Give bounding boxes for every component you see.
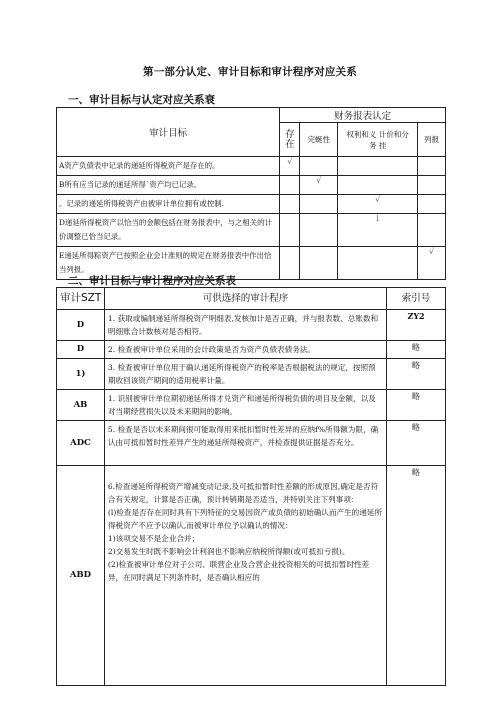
check-cell: [418, 214, 446, 247]
procedure-cell: [104, 466, 386, 686]
assertion-rights-valuation-header: 权利和义 计价和分 务 挂: [338, 123, 418, 157]
check-cell: √: [280, 157, 300, 176]
procedure-row: [57, 421, 446, 466]
col-ref-header: 索引号: [387, 288, 446, 310]
procedure-text: 1. 获取或编制递延所得税资产明细表,发核加计是否正确，并与报表数、总账数和明细账合计数核对是否相符。: [104, 310, 386, 341]
check-cell: [338, 157, 418, 176]
objective-text: D递延所得税资产以恰当的金额包括在财务报表中，与之相关的计价调整已恰当记录。: [57, 214, 280, 247]
check-cell: √: [338, 195, 418, 214]
check-cell: ⅰ: [338, 214, 418, 247]
check-cell: [338, 247, 418, 280]
check-cell: [300, 247, 338, 280]
check-cell: √: [418, 247, 446, 280]
procedure-text: 2)交易发生时既不影响会计利润也不影响应纳税所得额(或可抵扣亏损)。: [107, 547, 350, 556]
procedure-row: [57, 390, 446, 421]
objective-text: A资产负债表中记录的递延所得税资产是存在的。: [57, 157, 280, 176]
objective-row-d: [57, 214, 446, 247]
section2-heading: 二、审计目标与审计程序对应关系表: [68, 275, 236, 287]
assertion-existence-header: 存 在: [280, 123, 300, 157]
objective-assertion-table: [56, 107, 446, 280]
objective-code: D: [57, 341, 105, 359]
objective-code: AB: [57, 390, 105, 421]
procedure-text: 6.检查递延所得税资产增减变动记录,及可抵扣暂时性差额的形成原因,确定是否符合有关规定，计算是否正确，预计转销期是否适当，并特别关注下列事项：: [107, 482, 379, 504]
objective-text: B所有应当记录的递延所得`资产均已记录。: [57, 176, 280, 195]
objective-row-b: [57, 176, 446, 195]
col-objective-header: 审计目标: [57, 108, 280, 157]
reference-number: ZY2: [387, 310, 446, 341]
objective-text: E递延所得粽资产已按照企业会计准则的规定在财务报表中作出恰当列报。: [57, 247, 280, 280]
check-cell: [280, 195, 300, 214]
reference-number: 略: [387, 390, 446, 421]
check-cell: [280, 176, 300, 195]
assertion-presentation-header: 列报: [418, 123, 446, 157]
check-cell: [418, 195, 446, 214]
procedure-text: 5. 检查是否以未来期间很可能取得用来抵扣暂时性差异的应纳f%所得额为限，确认由可抵扣暂时性差异产生的递延所得税资产，并检查提供证据是否充分。: [104, 421, 386, 466]
check-cell: [300, 214, 338, 247]
check-cell: [300, 195, 338, 214]
procedure-row: [57, 310, 446, 341]
col-code-header: 审计SZT: [57, 288, 105, 310]
procedure-text: 2. 检查被审计单位采用的会计政策是否为资产负债表债务法。: [104, 341, 386, 359]
col-procedure-header: 可供选择的审计程序: [104, 288, 386, 310]
procedure-text: 1. 识别被审计单位期初递延所得才兑资产和递延所得税负债的项目及金额，以及对当期经营损失以及未来期间的影响。: [104, 390, 386, 421]
procedure-row: [57, 466, 446, 686]
objective-procedure-table: [56, 287, 446, 686]
page-title: 第一部分认定、审计目标和审计程序对应关系: [143, 66, 357, 78]
objective-code: D: [57, 310, 105, 341]
objective-code: ADC: [57, 421, 105, 466]
reference-number: 略: [387, 359, 446, 390]
objective-row-a: [57, 157, 446, 176]
procedure-text: 3. 检查被审计单位用于确认递延所得税资产的税率是否根据税法的规定，按照预期收回该资产期间的适用税率计量。: [104, 359, 386, 390]
reference-number: 略: [387, 341, 446, 359]
check-cell: [418, 157, 446, 176]
procedure-text: 1)该项交易不是企业合并；: [107, 534, 200, 543]
col-assertion-group-header: 财务报表认定: [280, 108, 446, 123]
check-cell: √: [300, 176, 338, 195]
procedure-row: [57, 341, 446, 359]
procedure-row: [57, 359, 446, 390]
objective-code: 1): [57, 359, 105, 390]
reference-number: 略: [387, 466, 446, 686]
check-cell: [338, 176, 418, 195]
procedure-text: (2)检查被审计单位对子公司、联营企业及合营企业投资相关的可抵扣暂时性差异，在同时满足下列条件时，是否确认相应的: [107, 560, 370, 582]
check-cell: [280, 214, 300, 247]
check-cell: [418, 176, 446, 195]
check-cell: [280, 247, 300, 280]
objective-text: 。记录的递延所得税资产由被审计单位拥有或控制.: [57, 195, 280, 214]
reference-number: 略: [387, 421, 446, 466]
procedure-text: (l)检查是否存在同时具有下列特征的交易因资产或负债的初始确认而产生的递延所得税资产不应予以确认,而被审计单位予以确认的情况：: [107, 508, 383, 530]
objective-row-c: [57, 195, 446, 214]
objective-code: ABD: [57, 466, 105, 686]
assertion-completeness-header: 完蜒性: [300, 123, 338, 157]
check-cell: [300, 157, 338, 176]
section1-heading: 一、审计目标与认定对应关系衰: [68, 94, 215, 106]
